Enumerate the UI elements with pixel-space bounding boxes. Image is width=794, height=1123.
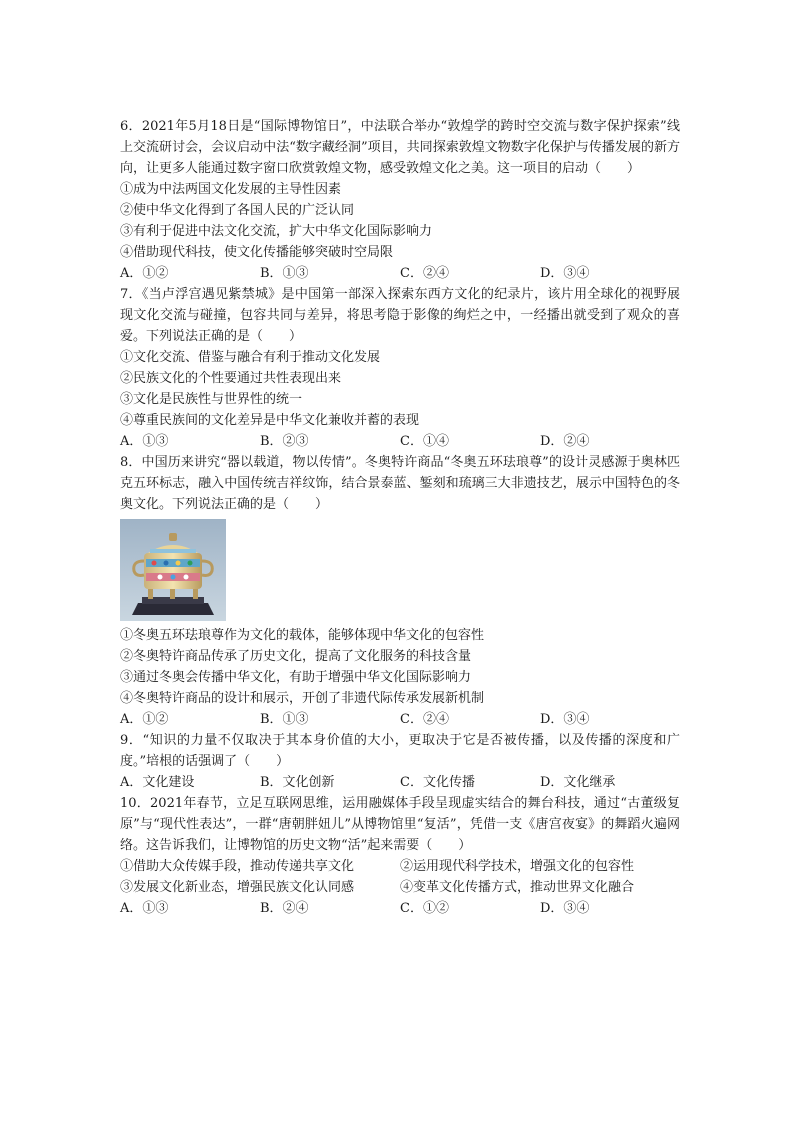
question-stem: 7．《当卢浮宫遇见紫禁城》是中国第一部深入探索东西方文化的纪录片，该片用全球化的视野展现文化交流与碰撞，包容共同与差异，将思考隐于影像的绚烂之中，一经播出就受到了观众的喜爱。下列说法正确的是（ ） bbox=[120, 287, 680, 344]
option: ①冬奥五环珐琅尊作为文化的载体，能够体现中华文化的包容性 bbox=[120, 628, 485, 643]
question-8 bbox=[120, 452, 680, 730]
option: ①成为中法两国文化发展的主导性因素 bbox=[120, 182, 342, 197]
choice-d[interactable]: D．③④ bbox=[540, 712, 590, 727]
question-7 bbox=[120, 284, 680, 452]
choice-a[interactable]: A．①② bbox=[120, 266, 169, 281]
option: ②民族文化的个性要通过共性表现出来 bbox=[120, 371, 342, 386]
choice-b[interactable]: B．①③ bbox=[260, 712, 309, 727]
choice-d[interactable]: D．②④ bbox=[540, 434, 590, 449]
option: ②使中华文化得到了各国人民的广泛认同 bbox=[120, 203, 355, 218]
choice-d[interactable]: D．文化继承 bbox=[540, 775, 616, 790]
option: ③有利于促进中法文化交流，扩大中华文化国际影响力 bbox=[120, 224, 433, 239]
choice-a[interactable]: A．①② bbox=[120, 712, 169, 727]
option: ②运用现代科学技术，增强文化的包容性 bbox=[400, 859, 635, 874]
choice-a[interactable]: A．文化建设 bbox=[120, 775, 195, 790]
choice-a[interactable]: A．①③ bbox=[120, 901, 169, 916]
option: ④变革文化传播方式，推动世界文化融合 bbox=[400, 880, 635, 895]
answer-choices bbox=[120, 772, 680, 793]
choice-b[interactable]: B．文化创新 bbox=[260, 775, 335, 790]
choice-c[interactable]: C．文化传播 bbox=[400, 775, 475, 790]
choice-b[interactable]: B．②④ bbox=[260, 901, 309, 916]
question-stem: 10．2021年春节，立足互联网思维，运用融媒体手段呈现虚实结合的舞台科技，通过“古董级复原”与“现代性表达”，一群“唐朝胖妞儿”从博物馆里“复活”，凭借一支《唐宫夜宴》的舞蹈火遍网络。这告诉我们，让博物馆的历史文物“活”起来需要（ ） bbox=[120, 796, 680, 853]
option: ③发展文化新业态，增强民族文化认同感 bbox=[120, 880, 355, 895]
choice-c[interactable]: C．①④ bbox=[400, 434, 449, 449]
option-row bbox=[120, 877, 680, 898]
answer-choices bbox=[120, 898, 680, 919]
answer-choices bbox=[120, 263, 680, 284]
choice-c[interactable]: C．②④ bbox=[400, 266, 449, 281]
question-stem: 9．“知识的力量不仅取决于其本身价值的大小，更取决于它是否被传播，以及传播的深度和广度。”培根的话强调了（ ） bbox=[120, 733, 680, 769]
answer-choices bbox=[120, 709, 680, 730]
choice-c[interactable]: C．②④ bbox=[400, 712, 449, 727]
choice-c[interactable]: C．①② bbox=[400, 901, 449, 916]
choice-d[interactable]: D．③④ bbox=[540, 901, 590, 916]
question-10 bbox=[120, 793, 680, 919]
choice-b[interactable]: B．②③ bbox=[260, 434, 309, 449]
option: ④借助现代科技，使文化传播能够突破时空局限 bbox=[120, 245, 394, 260]
option: ④尊重民族间的文化差异是中华文化兼收并蓄的表现 bbox=[120, 413, 420, 428]
question-6 bbox=[120, 116, 680, 284]
option: ③通过冬奥会传播中华文化，有助于增强中华文化国际影响力 bbox=[120, 670, 472, 685]
choice-d[interactable]: D．③④ bbox=[540, 266, 590, 281]
option: ④冬奥特许商品的设计和展示，开创了非遗代际传承发展新机制 bbox=[120, 691, 485, 706]
answer-choices bbox=[120, 431, 680, 452]
enamel-vessel-icon bbox=[120, 519, 226, 621]
option: ①借助大众传媒手段，推动传递共享文化 bbox=[120, 859, 355, 874]
question-9 bbox=[120, 730, 680, 793]
option-row bbox=[120, 856, 680, 877]
choice-a[interactable]: A．①③ bbox=[120, 434, 169, 449]
question-page bbox=[120, 116, 680, 919]
option: ③文化是民族性与世界性的统一 bbox=[120, 392, 303, 407]
question-stem: 6．2021年5月18日是“国际博物馆日”，中法联合举办“敦煌学的跨时空交流与数字保护探索”线上交流研讨会，会议启动中法“数字藏经洞”项目，共同探索敦煌文物数字化保护与传播发展的新方向，让更多人能通过数字窗口欣赏敦煌文物，感受敦煌文化之美。这一项目的启动（ ） bbox=[120, 119, 680, 176]
question-stem: 8．中国历来讲究“器以载道，物以传情”。冬奥特许商品“冬奥五环珐琅尊”的设计灵感源于奥林匹克五环标志，融入中国传统吉祥纹饰，结合景泰蓝、錾刻和琉璃三大非遗技艺，展示中国特色的冬奥文化。下列说法正确的是（ ） bbox=[120, 455, 680, 512]
choice-b[interactable]: B．①③ bbox=[260, 266, 309, 281]
option: ②冬奥特许商品传承了历史文化，提高了文化服务的科技含量 bbox=[120, 649, 472, 664]
option: ①文化交流、借鉴与融合有利于推动文化发展 bbox=[120, 350, 381, 365]
